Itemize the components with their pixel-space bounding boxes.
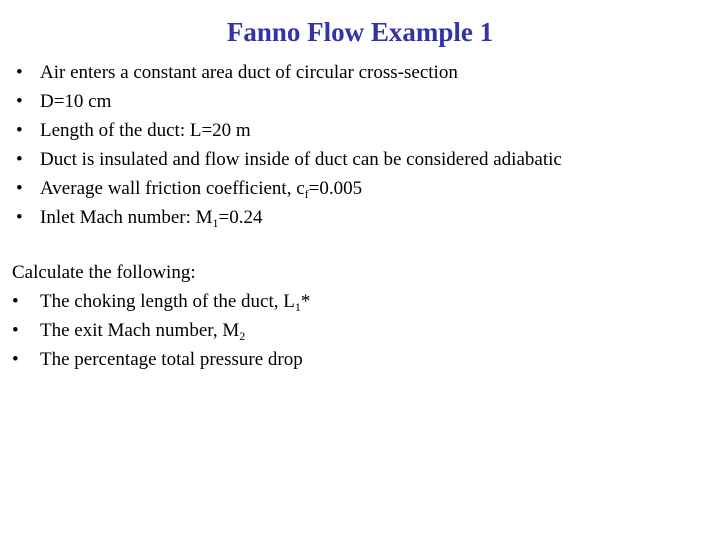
subscript: 2: [239, 329, 246, 343]
bullet-icon: •: [12, 320, 19, 341]
given-list: [16, 58, 562, 232]
given-item-text: Inlet Mach number: M: [40, 207, 213, 228]
slide-title: Fanno Flow Example 1: [226, 17, 494, 47]
given-item: [16, 116, 562, 145]
bullet-icon: •: [12, 349, 19, 370]
given-item: [16, 203, 562, 232]
given-item-text-suffix: =0.005: [308, 178, 363, 199]
bullet-icon: •: [16, 91, 23, 112]
calculate-heading: Calculate the following:: [12, 262, 196, 283]
bullet-icon: •: [16, 62, 23, 83]
subscript: 1: [212, 216, 219, 230]
subscript: f: [304, 187, 309, 201]
given-item-text: Length of the duct: L=20 m: [40, 120, 251, 141]
calculate-item-text: The choking length of the duct, L: [40, 291, 295, 312]
given-item: [16, 145, 562, 174]
bullet-icon: •: [16, 207, 23, 228]
bullet-icon: •: [16, 149, 23, 170]
bullet-icon: •: [16, 120, 23, 141]
calculate-list: [12, 287, 310, 374]
calculate-item-text-suffix: *: [300, 291, 311, 312]
given-item: [16, 58, 562, 87]
given-item-text-suffix: =0.24: [218, 207, 263, 228]
calculate-item-text: The percentage total pressure drop: [40, 349, 303, 370]
given-item: [16, 174, 562, 203]
calculate-section: [12, 258, 310, 374]
given-item-text: Average wall friction coefficient, c: [40, 178, 305, 199]
subscript: 1: [294, 300, 301, 314]
calculate-item: [12, 345, 310, 374]
calculate-item: [12, 287, 310, 316]
given-item: [16, 87, 562, 116]
given-item-text: Air enters a constant area duct of circular cross-section: [40, 62, 458, 83]
calculate-item: [12, 316, 310, 345]
given-item-text: Duct is insulated and flow inside of duct can be considered adiabatic: [40, 149, 562, 170]
calculate-item-text: The exit Mach number, M: [40, 320, 240, 341]
given-item-text: D=10 cm: [40, 91, 112, 112]
bullet-icon: •: [12, 291, 19, 312]
bullet-icon: •: [16, 178, 23, 199]
